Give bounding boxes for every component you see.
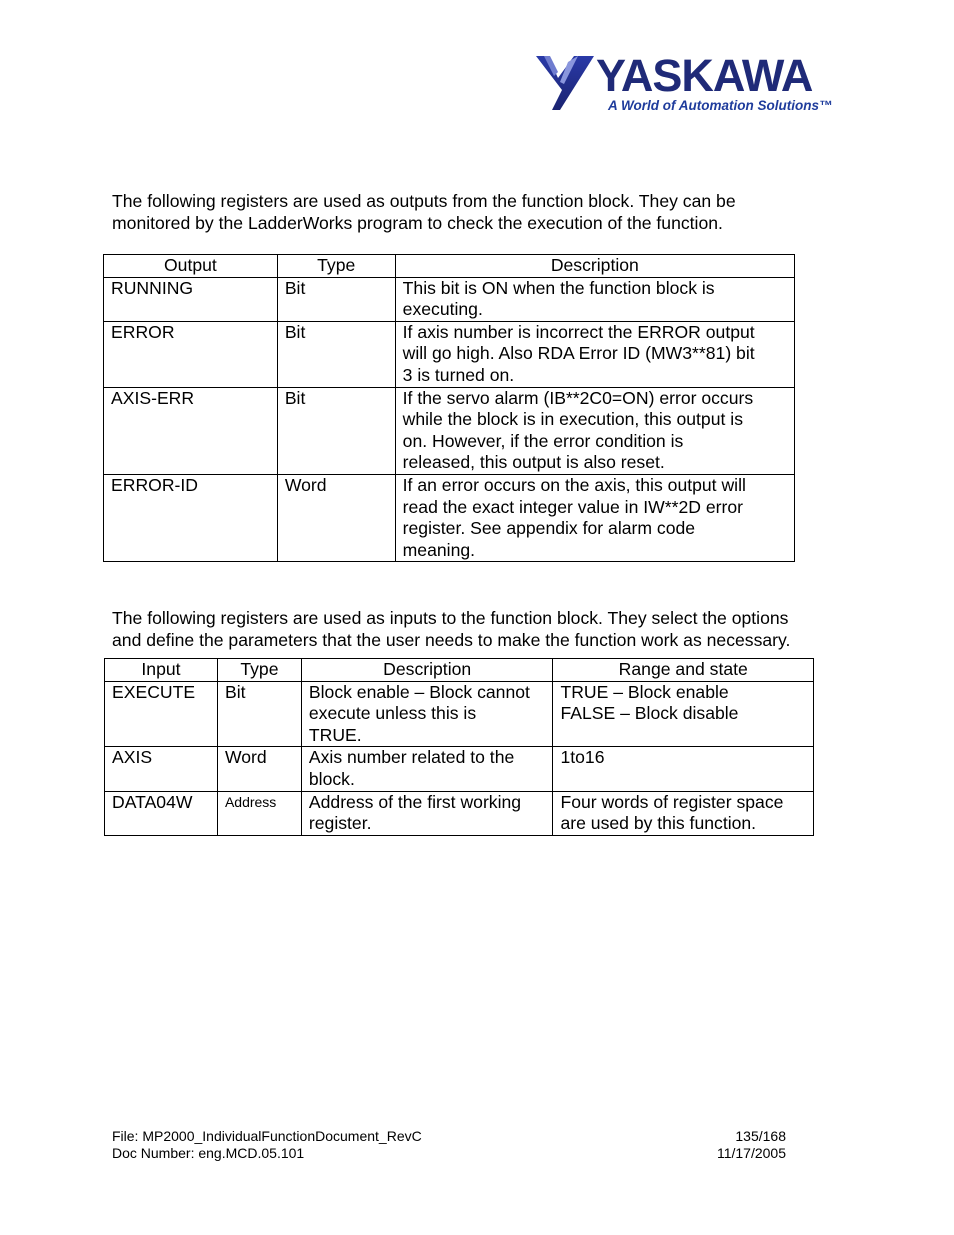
range-line: 1to16 xyxy=(560,747,605,768)
column-header-type: Type xyxy=(217,659,301,682)
range-line: TRUE – Block enable xyxy=(560,681,729,702)
table-row xyxy=(105,747,814,791)
column-header-description: Description xyxy=(301,659,553,682)
column-header-description: Description xyxy=(395,255,794,278)
outputs-table xyxy=(103,254,795,562)
table-row xyxy=(104,474,795,561)
description-line: execute unless this is xyxy=(308,703,477,724)
footer-row xyxy=(112,1145,786,1162)
input-range xyxy=(553,681,814,747)
column-header-range: Range and state xyxy=(553,659,814,682)
footer-row xyxy=(112,1128,786,1145)
output-type: Bit xyxy=(277,277,395,321)
output-type: Word xyxy=(277,474,395,561)
input-description xyxy=(301,747,553,791)
table-row xyxy=(105,791,814,835)
output-name: RUNNING xyxy=(104,277,278,321)
yaskawa-symbol-icon xyxy=(534,52,596,112)
table-header-row xyxy=(105,659,814,682)
description-line: executing. xyxy=(402,299,483,320)
description-line: Axis number related to the xyxy=(308,747,515,768)
table-header-row xyxy=(104,255,795,278)
description-line: read the exact integer value in IW**2D error xyxy=(402,496,743,517)
description-line: 3 is turned on. xyxy=(402,364,515,385)
description-line: on. However, if the error condition is xyxy=(402,430,684,451)
footer-date: 11/17/2005 xyxy=(716,1145,786,1161)
description-line: This bit is ON when the function block is xyxy=(402,277,715,298)
output-description xyxy=(395,321,794,387)
brand-tagline: A World of Automation Solutions™ xyxy=(608,98,833,113)
description-line: meaning. xyxy=(402,539,476,560)
input-range xyxy=(553,791,814,835)
output-description xyxy=(395,474,794,561)
outputs-intro-line: The following registers are used as outputs from the function block. They can be xyxy=(112,191,736,211)
table-row xyxy=(105,681,814,747)
description-line: register. See appendix for alarm code xyxy=(402,518,696,539)
description-line: If axis number is incorrect the ERROR output xyxy=(402,321,755,342)
input-type: Word xyxy=(217,747,301,791)
footer-page-number: 135/168 xyxy=(735,1128,786,1144)
table-row xyxy=(104,321,795,387)
table-row xyxy=(104,277,795,321)
inputs-intro-line: The following registers are used as inputs to the function block. They select the options xyxy=(112,608,789,628)
description-line: while the block is in execution, this output is xyxy=(402,409,743,430)
range-line: Four words of register space xyxy=(560,791,784,812)
range-line: FALSE – Block disable xyxy=(560,703,739,724)
footer-doc-number: Doc Number: eng.MCD.05.101 xyxy=(112,1145,305,1161)
inputs-intro xyxy=(112,607,790,651)
input-name: EXECUTE xyxy=(105,681,218,747)
output-name: ERROR-ID xyxy=(104,474,278,561)
page-footer xyxy=(112,1128,786,1162)
column-header-output: Output xyxy=(104,255,278,278)
outputs-intro xyxy=(112,190,736,234)
description-line: Address of the first working xyxy=(308,791,522,812)
brand-name: YASKAWA xyxy=(596,50,813,101)
description-line: TRUE. xyxy=(308,724,362,745)
input-description xyxy=(301,791,553,835)
description-line: If an error occurs on the axis, this output will xyxy=(402,474,746,495)
outputs-intro-line: monitored by the LadderWorks program to check the execution of the function. xyxy=(112,213,723,233)
table-row xyxy=(104,387,795,474)
column-header-input: Input xyxy=(105,659,218,682)
input-name: DATA04W xyxy=(105,791,218,835)
range-line: are used by this function. xyxy=(560,813,757,834)
input-type: Bit xyxy=(217,681,301,747)
output-type: Bit xyxy=(277,321,395,387)
yaskawa-logo xyxy=(534,50,833,120)
input-name: AXIS xyxy=(105,747,218,791)
input-description xyxy=(301,681,553,747)
output-description xyxy=(395,277,794,321)
column-header-type: Type xyxy=(277,255,395,278)
description-line: released, this output is also reset. xyxy=(402,452,665,473)
output-description xyxy=(395,387,794,474)
output-name: AXIS-ERR xyxy=(104,387,278,474)
description-line: register. xyxy=(308,813,372,834)
description-line: block. xyxy=(308,768,355,789)
input-type: Address xyxy=(217,791,301,835)
output-name: ERROR xyxy=(104,321,278,387)
inputs-table xyxy=(104,658,814,836)
footer-file: File: MP2000_IndividualFunctionDocument_RevC xyxy=(112,1128,422,1144)
description-line: If the servo alarm (IB**2C0=ON) error occurs xyxy=(402,387,754,408)
output-type: Bit xyxy=(277,387,395,474)
description-line: will go high. Also RDA Error ID (MW3**81) bit xyxy=(402,343,755,364)
inputs-intro-line: and define the parameters that the user needs to make the function work as necessary. xyxy=(112,630,791,650)
input-range xyxy=(553,747,814,791)
description-line: Block enable – Block cannot xyxy=(308,681,530,702)
